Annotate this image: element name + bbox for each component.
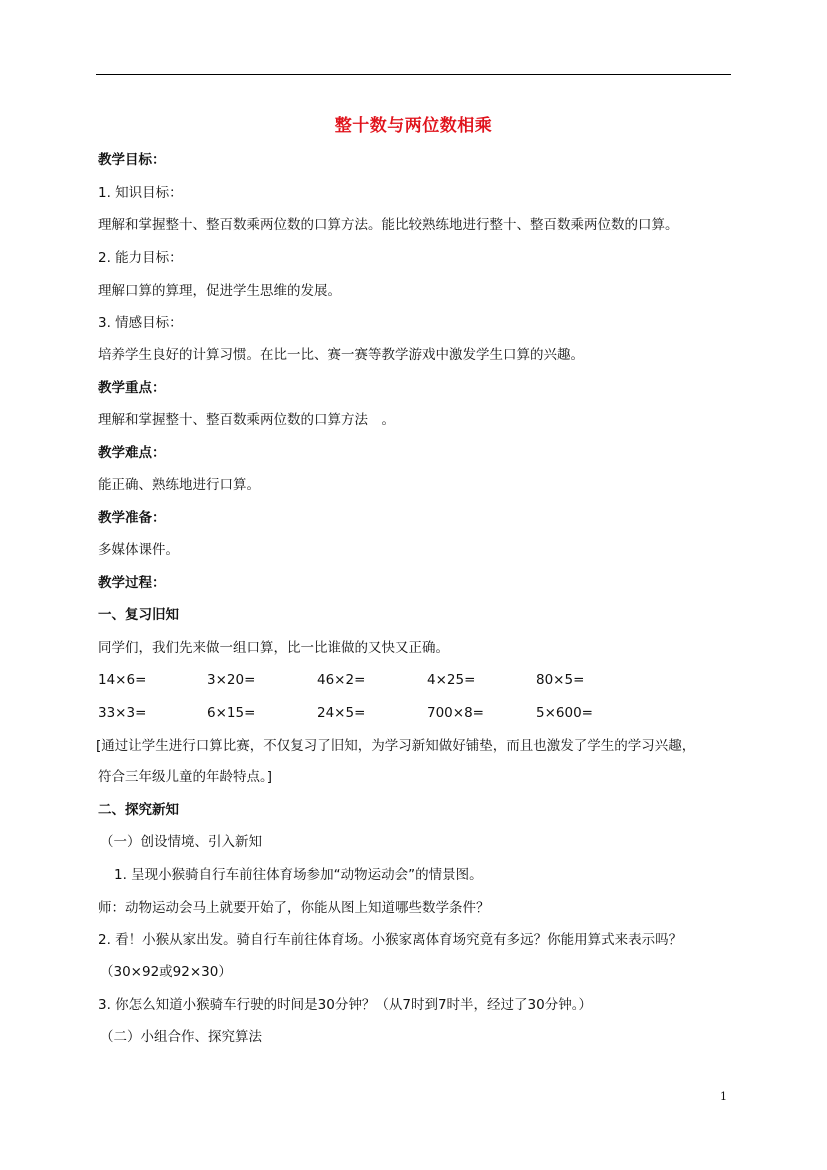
drill-item: 80×5=	[536, 672, 585, 688]
section-1-intro: 同学们，我们先来做一组口算，比一比谁做的又快又正确。	[98, 640, 449, 656]
preparation-text: 多媒体课件。	[98, 542, 179, 558]
objectives-heading: 教学目标：	[98, 152, 166, 168]
drill-item: 700×8=	[427, 705, 484, 721]
item-1: 1. 呈现小猴骑自行车前往体育场参加“动物运动会”的情景图。	[114, 867, 483, 883]
objective-3-text: 培养学生良好的计算习惯。在比一比、赛一赛等教学游戏中激发学生口算的兴趣。	[98, 347, 584, 363]
key-points-heading: 教学重点：	[98, 380, 166, 396]
objective-1-label: 1. 知识目标：	[98, 185, 183, 201]
section-1-heading: 一、复习旧知	[98, 607, 179, 623]
note-line-1: [通过让学生进行口算比赛，不仅复习了旧知，为学习新知做好铺垫，而且也激发了学生的学习兴趣，	[96, 738, 696, 754]
section-2-heading: 二、探究新知	[98, 802, 179, 818]
subsection-2-heading: （二）小组合作、探究算法	[100, 1029, 262, 1045]
subsection-1-heading: （一）创设情境、引入新知	[100, 834, 262, 850]
drill-item: 4×25=	[427, 672, 476, 688]
key-points-text: 理解和掌握整十、整百数乘两位数的口算方法 。	[98, 412, 395, 428]
drill-item: 14×6=	[98, 672, 147, 688]
drill-item: 5×600=	[536, 705, 593, 721]
objective-2-text: 理解口算的算理，促进学生思维的发展。	[98, 283, 341, 299]
drill-item: 6×15=	[207, 705, 256, 721]
drill-item: 24×5=	[317, 705, 366, 721]
item-2-answer: （30×92或92×30）	[100, 964, 232, 980]
difficulty-heading: 教学难点：	[98, 445, 166, 461]
drill-item: 33×3=	[98, 705, 147, 721]
objective-1-text: 理解和掌握整十、整百数乘两位数的口算方法。能比较熟练地进行整十、整百数乘两位数的口算。	[98, 217, 679, 233]
process-heading: 教学过程：	[98, 575, 166, 591]
note-line-2: 符合三年级儿童的年龄特点。]	[98, 769, 273, 785]
header-rule	[96, 74, 731, 75]
objective-2-label: 2. 能力目标：	[98, 250, 183, 266]
difficulty-text: 能正确、熟练地进行口算。	[98, 477, 260, 493]
drill-item: 46×2=	[317, 672, 366, 688]
page-number: 1	[720, 1090, 727, 1103]
drill-item: 3×20=	[207, 672, 256, 688]
preparation-heading: 教学准备：	[98, 510, 166, 526]
item-2: 2. 看！小猴从家出发。骑自行车前往体育场。小猴家离体育场究竟有多远？你能用算式来表示吗？	[98, 932, 683, 948]
teacher-question: 师：动物运动会马上就要开始了，你能从图上知道哪些数学条件？	[98, 900, 490, 916]
document-title: 整十数与两位数相乘	[334, 116, 493, 136]
item-3: 3. 你怎么知道小猴骑车行驶的时间是30分钟？（从7时到7时半，经过了30分钟。）	[98, 997, 592, 1013]
objective-3-label: 3. 情感目标：	[98, 315, 183, 331]
